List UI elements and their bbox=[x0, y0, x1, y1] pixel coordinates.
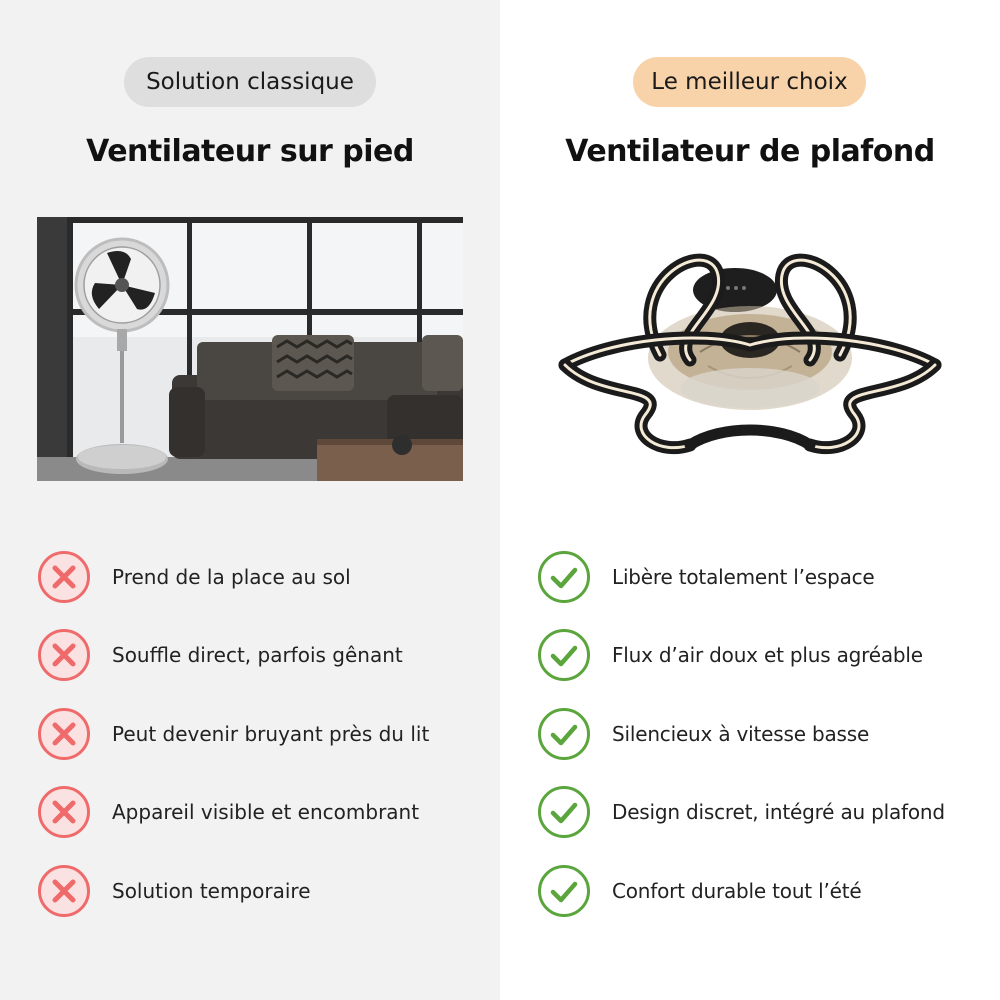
list-item bbox=[37, 785, 419, 839]
list-item bbox=[537, 707, 869, 761]
check-icon bbox=[537, 628, 591, 682]
ceiling-fan-illustration bbox=[550, 240, 950, 470]
list-item bbox=[37, 628, 403, 682]
benefit-label: Design discret, intégré au plafond bbox=[612, 800, 945, 824]
drawback-label: Solution temporaire bbox=[112, 879, 311, 903]
standing-fan-title: Ventilateur sur pied bbox=[86, 134, 414, 169]
benefit-label: Silencieux à vitesse basse bbox=[612, 722, 870, 746]
drawback-label: Peut devenir bruyant près du lit bbox=[112, 722, 430, 746]
standing-fan-illustration bbox=[37, 217, 463, 481]
cross-icon bbox=[37, 785, 91, 839]
cross-icon bbox=[37, 550, 91, 604]
ceiling-fan-column bbox=[500, 0, 1000, 1000]
check-icon bbox=[537, 864, 591, 918]
benefit-label: Confort durable tout l’été bbox=[612, 879, 862, 903]
list-item bbox=[37, 550, 351, 604]
check-icon bbox=[537, 785, 591, 839]
benefit-label: Flux d’air doux et plus agréable bbox=[612, 643, 923, 667]
ceiling-fan-product-image bbox=[550, 240, 950, 470]
list-item bbox=[37, 707, 429, 761]
list-item bbox=[37, 864, 311, 918]
cross-icon bbox=[37, 707, 91, 761]
standing-fan-photo bbox=[37, 217, 463, 481]
list-item bbox=[537, 864, 861, 918]
check-icon bbox=[537, 707, 591, 761]
cross-icon bbox=[37, 864, 91, 918]
drawback-label: Prend de la place au sol bbox=[112, 565, 351, 589]
list-item bbox=[537, 785, 945, 839]
drawback-label: Souffle direct, parfois gênant bbox=[112, 643, 403, 667]
benefit-label: Libère totalement l’espace bbox=[612, 565, 875, 589]
classic-solution-badge: Solution classique bbox=[124, 57, 376, 107]
ceiling-fan-title: Ventilateur de plafond bbox=[565, 134, 935, 169]
drawback-label: Appareil visible et encombrant bbox=[112, 800, 420, 824]
list-item bbox=[537, 550, 875, 604]
list-item bbox=[537, 628, 923, 682]
cross-icon bbox=[37, 628, 91, 682]
best-choice-badge: Le meilleur choix bbox=[633, 57, 866, 107]
check-icon bbox=[537, 550, 591, 604]
